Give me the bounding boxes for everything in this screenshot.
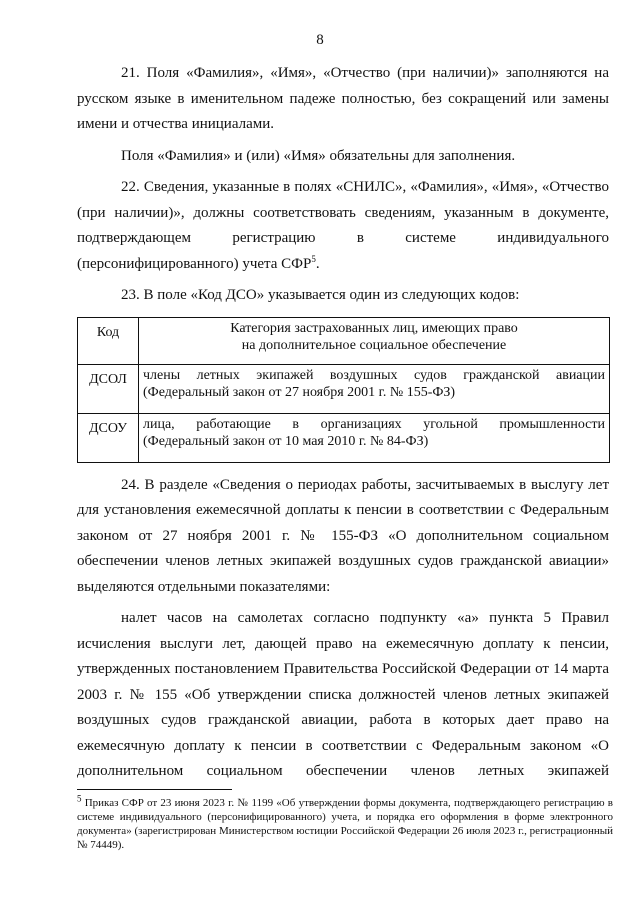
footnote-text: Приказ СФР от 23 июня 2023 г. № 1199 «Об утверждении формы документа, подтверждающего регистрацию в системе индивидуального (персонифицированного) учета, и порядка его оформления в форме электронного документа» (зарегистрирован Министерством юстиции Российской Федерации 26 июля 2023 г., регистрационный № 74449). — [77, 797, 613, 851]
dso-code-table — [77, 317, 610, 463]
header-category — [139, 317, 610, 364]
paragraph-21: 21. Поля «Фамилия», «Имя», «Отчество (при наличии)» заполняются на русском языке в именительном падеже полностью, без сокращений или замены имени и отчества инициалами. — [77, 65, 609, 132]
header-category-line1: Категория застрахованных лиц, имеющих право — [230, 320, 518, 336]
paragraph-21-mandatory: Поля «Фамилия» и (или) «Имя» обязательны для заполнения. — [121, 147, 516, 164]
table-header-row — [78, 317, 610, 364]
row-category — [139, 413, 610, 462]
row-code: ДСОУ — [78, 413, 139, 462]
paragraph-24: 24. В разделе «Сведения о периодах работы, засчитываемых в выслугу лет для установления ежемесячной доплаты к пенсии в соответствии с Федеральным законом от 27 ноября 2001 г. № 155-ФЗ «О дополнительном социальном обеспечении членов летных экипажей воздушных судов гражданской авиации» выделяются отдельными показателями: — [77, 476, 609, 595]
row-code: ДСОЛ — [78, 364, 139, 413]
page-number: 8 — [316, 32, 324, 48]
paragraph-22 — [77, 175, 609, 277]
footnote — [77, 793, 613, 852]
paragraph-flight-hours: налет часов на самолетах согласно подпункту «а» пункта 5 Правил исчисления выслуги лет, дающей право на ежемесячную доплату к пенсии, утвержденных постановлением Правительства Российской Федерации от 14 марта 2003 г. № 155 «Об утверждении списка должностей членов летных экипажей воздушных судов гражданской авиации, работа в которых дает право на ежемесячную доплату к пенсии в соответствии с Федеральным законом «О дополнительном социальном обеспечении членов летных экипажей — [77, 610, 609, 779]
footnote-ref: 5 — [311, 253, 316, 264]
table-row — [78, 364, 610, 413]
row-category-line2: (Федеральный закон от 10 мая 2010 г. № 84-ФЗ) — [143, 433, 429, 449]
paragraph-22-text: 22. Сведения, указанные в полях «СНИЛС», «Фамилия», «Имя», «Отчество (при наличии)», должны соответствовать сведениям, указанным в документе, подтверждающем регистрацию в системе индивидуального (персонифицированного) учета СФР — [77, 179, 609, 272]
document-body — [77, 61, 609, 785]
row-category-line2: (Федеральный закон от 27 ноября 2001 г. № 155-ФЗ) — [143, 384, 456, 400]
row-category-line1: лица, работающие в организациях угольной промышленности — [143, 416, 605, 432]
paragraph-22-end: . — [315, 255, 320, 272]
header-code: Код — [78, 317, 139, 364]
footnote-number: 5 — [77, 793, 82, 804]
row-category — [139, 364, 610, 413]
header-category-line2: на дополнительное социальное обеспечение — [241, 337, 507, 353]
table-row — [78, 413, 610, 462]
paragraph-23: 23. В поле «Код ДСО» указывается один из следующих кодов: — [121, 287, 520, 303]
row-category-line1: члены летных экипажей воздушных судов гражданской авиации — [143, 367, 605, 383]
footnote-divider — [77, 789, 232, 790]
